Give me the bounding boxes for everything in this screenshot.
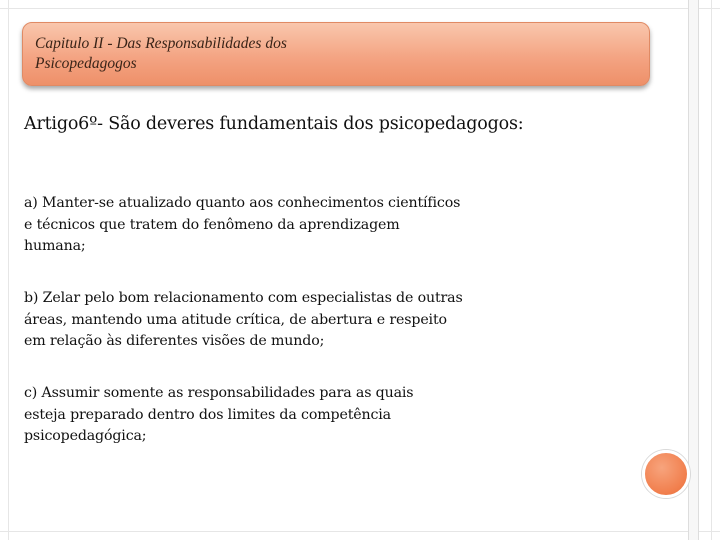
slide-title-line-2: Psicopedagogos	[35, 55, 137, 72]
left-border-line	[8, 0, 9, 540]
paragraph-c-line-2: esteja preparado dentro dos limites da competência	[24, 406, 391, 423]
decorative-circle	[642, 450, 690, 498]
bottom-border-line	[0, 531, 720, 532]
article-heading: Artigo6º- São deveres fundamentais dos psicopedagogos:	[24, 114, 524, 134]
paragraph-b-line-3: em relação às diferentes visões de mundo;	[24, 333, 325, 349]
right-border-line	[711, 0, 712, 540]
paragraph-a	[24, 193, 544, 258]
paragraph-a-line-3: humana;	[24, 238, 86, 254]
paragraph-a-line-2: e técnicos que tratem do fenômeno da aprendizagem	[24, 216, 400, 233]
paragraph-c	[24, 383, 544, 448]
slide-title	[35, 34, 355, 74]
title-box	[22, 22, 650, 86]
paragraph-c-line-3: psicopedagógica;	[24, 428, 147, 444]
paragraph-a-line-1: a) Manter-se atualizado quanto aos conhecimentos científicos	[24, 195, 461, 211]
paragraph-b-line-1: b) Zelar pelo bom relacionamento com especialistas de outras	[24, 290, 463, 306]
decorative-side-bar	[688, 0, 699, 540]
slide-title-line-1: Capitulo II - Das Responsabilidades dos	[35, 35, 287, 52]
paragraph-b-line-2: áreas, mantendo uma atitude crítica, de abertura e respeito	[24, 311, 447, 328]
paragraph-b	[24, 288, 544, 353]
top-border-line	[0, 8, 720, 9]
paragraph-c-line-1: c) Assumir somente as responsabilidades para as quais	[24, 385, 414, 401]
